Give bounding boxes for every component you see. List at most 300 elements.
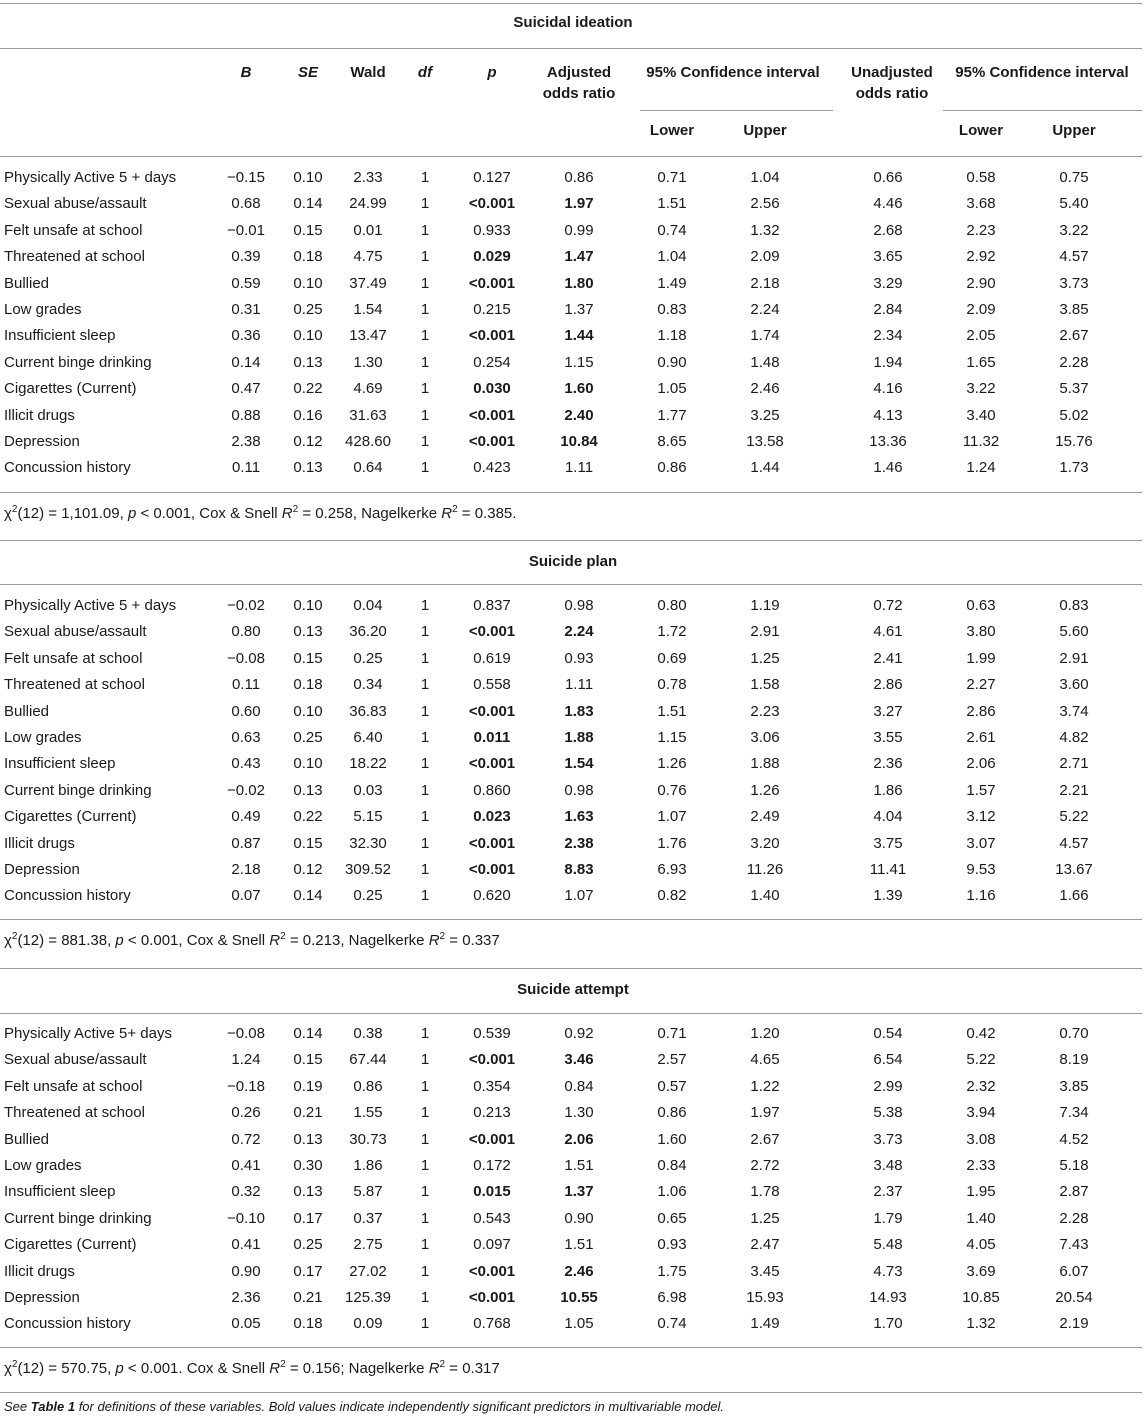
table-cell: 1.51 — [657, 702, 687, 720]
table-cell: 36.20 — [349, 623, 387, 641]
table-cell: 0.80 — [231, 623, 261, 641]
table-cell: 0.17 — [293, 1262, 323, 1280]
table-cell: 1.94 — [873, 353, 903, 371]
table-cell: 1.77 — [657, 406, 687, 424]
table-cell: 13.58 — [746, 433, 784, 450]
table-cell: 1.88 — [750, 755, 780, 773]
table-cell: 0.18 — [293, 676, 323, 694]
table-cell: 11.41 — [869, 861, 907, 878]
table-cell: 3.69 — [966, 1262, 996, 1280]
table-cell: 0.11 — [231, 676, 261, 694]
table-cell: 0.10 — [293, 327, 323, 345]
table-cell: 1.80 — [564, 274, 594, 292]
table-cell: 4.82 — [1059, 729, 1089, 746]
table-cell: 5.38 — [873, 1104, 903, 1122]
table-cell: 0.172 — [473, 1157, 511, 1174]
table-rule — [0, 968, 1142, 969]
table-1-link[interactable]: Table 1 — [30, 1399, 76, 1414]
table-cell: 2.33 — [353, 169, 383, 186]
table-cell: 1.15 — [564, 353, 594, 371]
table-cell: 0.04 — [353, 597, 383, 614]
model-fit-plan: $\chi^2(12) = 881.38$, p < 0.001, Cox & Snell $R^2 = 0.213$, Nagelkerke $R^2 = 0.337$ — [4, 931, 500, 949]
table-cell: 0.14 — [293, 1025, 323, 1042]
table-cell: 0.90 — [231, 1262, 261, 1280]
table-cell: 0.25 — [353, 887, 383, 905]
table-cell: 1.25 — [750, 1209, 780, 1227]
table-cell: 1 — [420, 808, 430, 826]
row-label: Bullied — [4, 702, 50, 720]
table-rule — [0, 492, 1142, 493]
table-cell: 7.43 — [1059, 1236, 1089, 1254]
table-cell: 5.60 — [1059, 623, 1089, 641]
table-cell: −0.01 — [227, 221, 265, 239]
table-cell: 1.86 — [353, 1157, 383, 1174]
table-cell: 2.38 — [231, 433, 261, 450]
table-rule — [0, 1013, 1142, 1014]
table-cell: 24.99 — [349, 195, 387, 213]
table-cell: 1.51 — [657, 195, 687, 213]
model-fit-ideation: $\chi^2(12) = 1,101.09$, p < 0.001, Cox & Snell $R^2 = 0.258$, Nagelkerke $R^2 = 0.385$. — [4, 504, 517, 522]
col-header-b: B — [240, 64, 252, 81]
table-cell: 0.63 — [231, 729, 261, 746]
table-cell: 1.37 — [564, 1183, 594, 1201]
table-cell: 0.59 — [231, 274, 261, 292]
table-cell: <0.001 — [468, 702, 516, 720]
table-cell: 1.06 — [657, 1183, 687, 1201]
table-cell: 15.93 — [746, 1289, 784, 1306]
table-cell: 1.26 — [750, 781, 780, 799]
table-cell: <0.001 — [468, 1289, 516, 1306]
table-cell: 1 — [420, 1209, 430, 1227]
table-cell: 0.39 — [231, 248, 261, 266]
table-cell: 2.09 — [966, 301, 996, 318]
table-cell: 2.32 — [966, 1077, 996, 1095]
table-cell: 2.06 — [564, 1130, 594, 1148]
table-cell: <0.001 — [468, 834, 516, 852]
table-cell: 0.15 — [293, 649, 323, 667]
table-cell: 1 — [420, 1315, 430, 1333]
table-cell: 6.40 — [353, 729, 383, 746]
table-rule — [0, 156, 1142, 157]
table-cell: 4.65 — [750, 1051, 780, 1069]
table-cell: 2.49 — [750, 808, 780, 826]
table-cell: 4.57 — [1059, 248, 1089, 266]
table-cell: 1.60 — [657, 1130, 687, 1148]
table-cell: 0.12 — [293, 433, 323, 450]
table-cell: 1 — [420, 1157, 430, 1174]
row-label: Felt unsafe at school — [4, 1077, 143, 1095]
table-cell: 0.25 — [293, 729, 323, 746]
table-cell: 3.08 — [966, 1130, 996, 1148]
table-cell: 2.05 — [966, 327, 996, 345]
row-label: Physically Active 5 + days — [4, 597, 177, 614]
table-cell: 0.10 — [293, 274, 323, 292]
table-cell: 1.47 — [564, 248, 594, 266]
table-cell: 1.73 — [1059, 459, 1089, 477]
table-cell: 0.70 — [1059, 1025, 1089, 1042]
table-cell: 1.60 — [564, 380, 594, 398]
table-cell: 1.78 — [750, 1183, 780, 1201]
table-cell: 3.45 — [750, 1262, 780, 1280]
table-cell: 4.73 — [873, 1262, 903, 1280]
table-cell: −0.08 — [227, 1025, 265, 1042]
table-cell: 2.36 — [873, 755, 903, 773]
table-cell: 0.86 — [657, 1104, 687, 1122]
table-cell: 3.40 — [966, 406, 996, 424]
table-rule — [0, 3, 1142, 4]
col-header-adjusted-or-line2: odds ratio — [542, 85, 616, 102]
table-cell: 1 — [420, 1077, 430, 1095]
table-cell: 3.27 — [873, 702, 903, 720]
table-cell: 0.84 — [657, 1157, 687, 1174]
table-cell: 3.68 — [966, 195, 996, 213]
table-cell: 10.84 — [560, 433, 598, 450]
table-cell: 32.30 — [349, 834, 387, 852]
table-cell: 1 — [420, 597, 430, 614]
table-cell: 3.46 — [564, 1051, 594, 1069]
table-cell: 0.83 — [1059, 597, 1089, 614]
table-cell: 5.18 — [1059, 1157, 1089, 1174]
table-cell: 0.13 — [293, 1183, 323, 1201]
table-cell: 1.04 — [750, 169, 780, 186]
table-cell: 0.31 — [231, 301, 261, 318]
table-cell: −0.18 — [227, 1077, 265, 1095]
table-cell: 5.48 — [873, 1236, 903, 1254]
table-cell: 0.86 — [353, 1077, 383, 1095]
table-cell: 0.029 — [473, 248, 511, 266]
table-cell: 1.24 — [231, 1051, 261, 1069]
table-cell: 1 — [420, 433, 430, 450]
table-cell: 1 — [420, 1130, 430, 1148]
table-cell: 1 — [420, 623, 430, 641]
table-cell: 1.51 — [564, 1236, 594, 1254]
table-cell: 37.49 — [349, 274, 387, 292]
table-cell: 5.15 — [353, 808, 383, 826]
table-cell: 0.768 — [473, 1315, 511, 1333]
table-cell: 2.37 — [873, 1183, 903, 1201]
table-cell: 1 — [420, 274, 430, 292]
table-cell: 0.72 — [231, 1130, 261, 1148]
row-label: Cigarettes (Current) — [4, 1236, 137, 1254]
table-cell: 0.26 — [231, 1104, 261, 1122]
table-cell: 1.40 — [750, 887, 780, 905]
table-cell: 0.68 — [231, 195, 261, 213]
table-cell: 1.26 — [657, 755, 687, 773]
table-cell: 0.14 — [293, 887, 323, 905]
table-cell: 4.46 — [873, 195, 903, 213]
col-header-adjusted-or-line1: Adjusted — [546, 64, 612, 81]
table-cell: 30.73 — [349, 1130, 387, 1148]
table-cell: 0.030 — [473, 380, 511, 398]
table-cell: 2.57 — [657, 1051, 687, 1069]
table-cell: 6.98 — [657, 1289, 687, 1306]
table-cell: 0.933 — [473, 221, 511, 239]
table-cell: 4.16 — [873, 380, 903, 398]
table-cell: 1 — [420, 702, 430, 720]
row-label: Sexual abuse/assault — [4, 1051, 147, 1069]
table-cell: 2.33 — [966, 1157, 996, 1174]
table-cell: 2.24 — [750, 301, 780, 318]
row-label: Threatened at school — [4, 1104, 145, 1122]
table-cell: 0.43 — [231, 755, 261, 773]
table-cell: −0.08 — [227, 649, 265, 667]
col-header-upper: Upper — [743, 122, 787, 139]
table-cell: 0.99 — [564, 221, 594, 239]
row-label: Low grades — [4, 729, 82, 746]
table-cell: 0.65 — [657, 1209, 687, 1227]
table-cell: 8.19 — [1059, 1051, 1089, 1069]
row-label: Concussion history — [4, 1315, 131, 1333]
table-cell: 1.30 — [564, 1104, 594, 1122]
table-cell: 0.63 — [966, 597, 996, 614]
table-cell: 1 — [420, 221, 430, 239]
table-cell: 0.10 — [293, 702, 323, 720]
table-cell: 1.16 — [966, 887, 996, 905]
table-cell: 0.01 — [353, 221, 383, 239]
table-cell: 0.13 — [293, 781, 323, 799]
row-label: Cigarettes (Current) — [4, 808, 137, 826]
table-cell: 2.72 — [750, 1157, 780, 1174]
table-cell: 2.84 — [873, 301, 903, 318]
table-cell: 15.76 — [1055, 433, 1093, 450]
col-header-p: p — [487, 64, 497, 81]
table-cell: 0.82 — [657, 887, 687, 905]
table-cell: −0.02 — [227, 597, 265, 614]
table-cell: 0.22 — [293, 808, 323, 826]
table-cell: 1.74 — [750, 327, 780, 345]
table-cell: 1.79 — [873, 1209, 903, 1227]
table-cell: 2.67 — [1059, 327, 1089, 345]
table-cell: 1.97 — [750, 1104, 780, 1122]
table-cell: 1.20 — [750, 1025, 780, 1042]
table-cell: 18.22 — [349, 755, 387, 773]
col-header-lower: Lower — [649, 122, 695, 139]
row-label: Low grades — [4, 1157, 82, 1174]
table-cell: 0.41 — [231, 1157, 261, 1174]
table-cell: 0.41 — [231, 1236, 261, 1254]
table-cell: 0.10 — [293, 755, 323, 773]
table-cell: 5.40 — [1059, 195, 1089, 213]
table-cell: 1 — [420, 676, 430, 694]
table-cell: 2.91 — [1059, 649, 1089, 667]
table-cell: 2.34 — [873, 327, 903, 345]
table-cell: 2.38 — [564, 834, 594, 852]
table-cell: 0.860 — [473, 781, 511, 799]
col-header-ci-unadjusted: 95% Confidence interval — [955, 64, 1129, 81]
table-cell: 1.65 — [966, 353, 996, 371]
table-cell: 3.74 — [1059, 702, 1089, 720]
table-cell: 0.25 — [353, 649, 383, 667]
table-cell: 0.66 — [873, 169, 903, 186]
table-cell: 2.91 — [750, 623, 780, 641]
table-cell: 2.09 — [750, 248, 780, 266]
table-cell: 0.21 — [293, 1104, 323, 1122]
table-cell: 1.37 — [564, 301, 594, 318]
table-cell: 3.48 — [873, 1157, 903, 1174]
table-cell: 2.75 — [353, 1236, 383, 1254]
table-cell: 5.22 — [966, 1051, 996, 1069]
table-cell: 2.86 — [873, 676, 903, 694]
table-cell: 1 — [420, 1104, 430, 1122]
table-cell: 2.90 — [966, 274, 996, 292]
section-title-attempt: Suicide attempt — [517, 981, 629, 998]
table-cell: 1.54 — [353, 301, 383, 318]
table-cell: 0.71 — [657, 169, 687, 186]
table-cell: 3.55 — [873, 729, 903, 746]
table-cell: 1 — [420, 301, 430, 318]
table-rule — [0, 919, 1142, 920]
table-cell: 0.215 — [473, 301, 511, 318]
row-label: Current binge drinking — [4, 1209, 152, 1227]
col-header-adjusted-or — [543, 62, 616, 104]
table-cell: 27.02 — [349, 1262, 387, 1280]
table-cell: 1 — [420, 1025, 430, 1042]
table-cell: 2.18 — [750, 274, 780, 292]
row-label: Insufficient sleep — [4, 1183, 116, 1201]
table-cell: 0.49 — [231, 808, 261, 826]
table-cell: 4.04 — [873, 808, 903, 826]
table-cell: 0.03 — [353, 781, 383, 799]
table-cell: 1.48 — [750, 353, 780, 371]
table-cell: 0.19 — [293, 1077, 323, 1095]
table-cell: 1.44 — [564, 327, 594, 345]
table-cell: 1.05 — [564, 1315, 594, 1333]
table-cell: 1 — [420, 380, 430, 398]
row-label: Concussion history — [4, 887, 131, 905]
table-cell: 2.67 — [750, 1130, 780, 1148]
table-cell: 0.13 — [293, 459, 323, 477]
col-header-se: SE — [297, 64, 319, 81]
row-label: Bullied — [4, 1130, 50, 1148]
table-cell: <0.001 — [468, 433, 516, 450]
table-cell: 0.98 — [564, 781, 594, 799]
table-cell: 0.17 — [293, 1209, 323, 1227]
table-cell: 2.56 — [750, 195, 780, 213]
col-header-unadjusted-or-line2: odds ratio — [855, 85, 929, 102]
table-cell: <0.001 — [468, 274, 516, 292]
table-cell: 2.92 — [966, 248, 996, 266]
table-cell: 0.097 — [473, 1236, 511, 1254]
table-cell: 3.06 — [750, 729, 780, 746]
table-cell: 0.60 — [231, 702, 261, 720]
table-cell: 1 — [420, 459, 430, 477]
table-cell: 0.12 — [293, 861, 323, 878]
table-cell: 2.61 — [966, 729, 996, 746]
table-cell: 0.22 — [293, 380, 323, 398]
row-label: Threatened at school — [4, 676, 145, 694]
table-cell: <0.001 — [468, 195, 516, 213]
table-cell: 1.51 — [564, 1157, 594, 1174]
row-label: Bullied — [4, 274, 50, 292]
table-cell: 0.76 — [657, 781, 687, 799]
table-cell: 3.73 — [873, 1130, 903, 1148]
table-cell: 4.52 — [1059, 1130, 1089, 1148]
table-cell: 5.37 — [1059, 380, 1089, 398]
table-cell: 6.54 — [873, 1051, 903, 1069]
table-cell: 0.25 — [293, 1236, 323, 1254]
table-cell: 2.86 — [966, 702, 996, 720]
table-cell: 1.11 — [564, 459, 594, 477]
table-cell: 1 — [420, 1289, 430, 1306]
table-cell: 0.13 — [293, 1130, 323, 1148]
table-cell: 3.85 — [1059, 301, 1089, 318]
table-cell: 0.86 — [564, 169, 594, 186]
table-cell: 1.32 — [750, 221, 780, 239]
table-cell: 0.90 — [564, 1209, 594, 1227]
table-cell: 1.39 — [873, 887, 903, 905]
table-cell: 309.52 — [345, 861, 391, 878]
table-cell: 1 — [420, 169, 430, 186]
ci-adjusted-rule — [640, 110, 833, 111]
row-label: Concussion history — [4, 459, 131, 477]
table-cell: 4.75 — [353, 248, 383, 266]
table-cell: 1 — [420, 834, 430, 852]
table-cell: 0.10 — [293, 169, 323, 186]
table-cell: 0.14 — [231, 353, 261, 371]
row-label: Depression — [4, 1289, 80, 1306]
table-cell: 2.46 — [750, 380, 780, 398]
table-cell: 1 — [420, 327, 430, 345]
table-cell: 2.21 — [1059, 781, 1089, 799]
row-label: Physically Active 5+ days — [4, 1025, 172, 1042]
table-cell: 1 — [420, 353, 430, 371]
table-cell: 8.83 — [564, 861, 594, 878]
table-cell: 0.543 — [473, 1209, 511, 1227]
table-cell: 0.619 — [473, 649, 511, 667]
table-rule — [0, 1347, 1142, 1348]
table-cell: 3.80 — [966, 623, 996, 641]
table-cell: 13.67 — [1055, 861, 1093, 878]
table-cell: 5.87 — [353, 1183, 383, 1201]
table-cell: 4.13 — [873, 406, 903, 424]
table-cell: 4.57 — [1059, 834, 1089, 852]
row-label: Illicit drugs — [4, 834, 75, 852]
table-cell: 3.22 — [1059, 221, 1089, 239]
table-cell: 1.49 — [657, 274, 687, 292]
table-cell: 4.05 — [966, 1236, 996, 1254]
table-cell: 1.49 — [750, 1315, 780, 1333]
table-cell: 6.07 — [1059, 1262, 1089, 1280]
table-cell: 1.07 — [564, 887, 594, 905]
table-cell: 1 — [420, 649, 430, 667]
table-cell: 1 — [420, 755, 430, 773]
table-cell: 0.015 — [473, 1183, 511, 1201]
table-cell: <0.001 — [468, 406, 516, 424]
table-cell: 2.28 — [1059, 353, 1089, 371]
table-cell: 0.84 — [564, 1077, 594, 1095]
table-cell: 0.09 — [353, 1315, 383, 1333]
table-cell: 1.46 — [873, 459, 903, 477]
table-cell: 4.69 — [353, 380, 383, 398]
row-label: Depression — [4, 433, 80, 450]
table-cell: 1.24 — [966, 459, 996, 477]
table-cell: 2.23 — [750, 702, 780, 720]
table-cell: 1.04 — [657, 248, 687, 266]
table-cell: −0.02 — [227, 781, 265, 799]
table-cell: 0.13 — [293, 623, 323, 641]
table-cell: 0.21 — [293, 1289, 323, 1306]
table-cell: 0.72 — [873, 597, 903, 614]
table-cell: 1.54 — [564, 755, 594, 773]
table-cell: 1.07 — [657, 808, 687, 826]
table-cell: 1.63 — [564, 808, 594, 826]
col-header-unadjusted-or — [851, 62, 933, 104]
table-cell: 1 — [420, 729, 430, 746]
table-cell: 2.99 — [873, 1077, 903, 1095]
table-cell: 0.10 — [293, 597, 323, 614]
row-label: Low grades — [4, 301, 82, 318]
table-cell: 0.71 — [657, 1025, 687, 1042]
